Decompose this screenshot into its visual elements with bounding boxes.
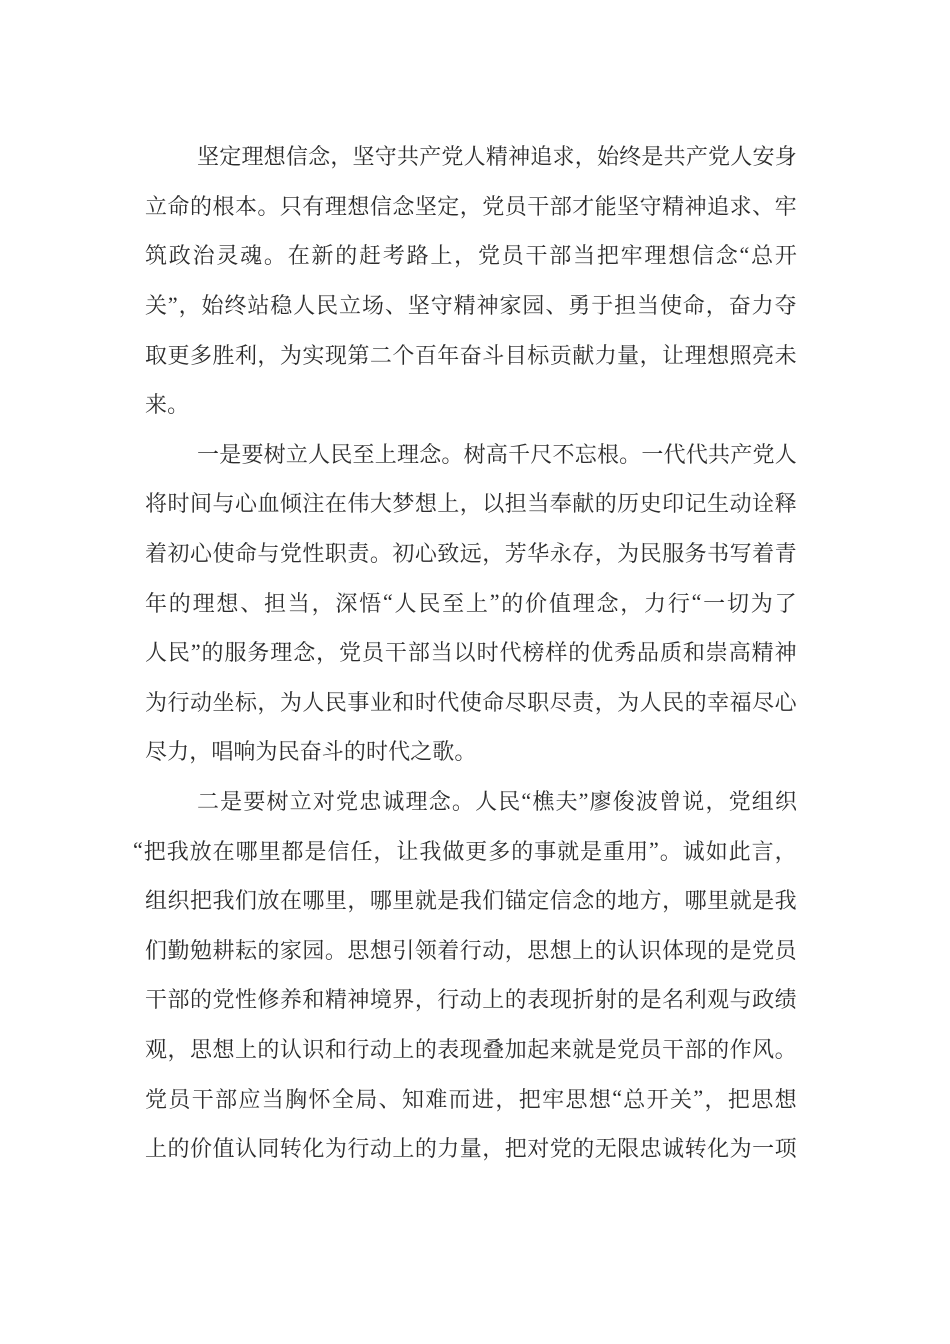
text-line: 筑 政 治 灵 魂 。 在 新 的 赶 考 路 上 ， 党 员 干 部 当 把 牢 理 想 信 念 “ 总 开: [145, 241, 797, 269]
text-line: 干 部 的 党 性 修 养 和 精 神 境 界 ， 行 动 上 的 表 现 折 射 的 是 名 利 观 与 政 绩: [145, 987, 797, 1013]
text-line: 一 是 要 树 立 人 民 至 上 理 念 。 树 高 千 尺 不 忘 根 。 一 代 代 共 产 党 人: [197, 441, 797, 467]
document-text-body: [133, 131, 797, 1172]
text-line: 为 行 动 坐 标 ， 为 人 民 事 业 和 时 代 使 命 尽 职 尽 责 ， 为 人 民 的 幸 福 尽 心: [145, 689, 797, 715]
text-line: 取 更 多 胜 利 ， 为 实 现 第 二 个 百 年 奋 斗 目 标 贡 献 力 量 ， 让 理 想 照 亮 未: [145, 342, 797, 368]
text-line: 着 初 心 使 命 与 党 性 职 责 。 初 心 致 远 ， 芳 华 永 存 ， 为 民 服 务 书 写 着 青: [145, 541, 797, 567]
text-line: 们 勤 勉 耕 耘 的 家 园 。 思 想 引 领 着 行 动 ， 思 想 上 的 认 识 体 现 的 是 党 员: [145, 937, 797, 963]
text-line: 年 的 理 想 、 担 当 ， 深 悟 “ 人 民 至 上 ” 的 价 值 理 念 ， 力 行 “ 一 切 为 了: [145, 589, 797, 616]
text-line: 立 命 的 根 本 。 只 有 理 想 信 念 坚 定 ， 党 员 干 部 才 能 坚 守 精 神 追 求 、 牢: [145, 193, 797, 219]
text-line: “ 把 我 放 在 哪 里 都 是 信 任 ， 让 我 做 更 多 的 事 就 是 重 用 ” 。 诚 如 此 言 ，: [133, 837, 797, 864]
text-line: 二 是 要 树 立 对 党 忠 诚 理 念 。 人 民 “ 樵 夫 ” 廖 俊 波 曾 说 ， 党 组 织: [197, 787, 797, 815]
text-line: 上 的 价 值 认 同 转 化 为 行 动 上 的 力 量 ， 把 对 党 的 无 限 忠 诚 转 化 为 一 项: [145, 1136, 797, 1162]
text-line: 人 民 ” 的 服 务 理 念 ， 党 员 干 部 当 以 时 代 榜 样 的 优 秀 品 质 和 崇 高 精 神: [145, 638, 797, 666]
text-line: 党 员 干 部 应 当 胸 怀 全 局 、 知 难 而 进 ， 把 牢 思 想 “ 总 开 关 ” ， 把 思 想: [145, 1085, 797, 1112]
paragraph-3: [133, 776, 797, 1173]
text-line: 观 ， 思 想 上 的 认 识 和 行 动 上 的 表 现 叠 加 起 来 就 是 党 员 干 部 的 作 风 。: [145, 1036, 797, 1062]
text-line: 来 。: [145, 392, 190, 418]
text-line: 关 ” ， 始 终 站 稳 人 民 立 场 、 坚 守 精 神 家 园 、 勇 于 担 当 使 命 ， 奋 力 夺: [145, 291, 797, 319]
text-line: 尽 力 ， 唱 响 为 民 奋 斗 的 时 代 之 歌 。: [145, 739, 477, 765]
paragraph-2: [145, 429, 797, 776]
text-line: 组 织 把 我 们 放 在 哪 里 ， 哪 里 就 是 我 们 锚 定 信 念 的 地 方 ， 哪 里 就 是 我: [145, 888, 797, 914]
text-line: 坚 定 理 想 信 念 ， 坚 守 共 产 党 人 精 神 追 求 ， 始 终 是 共 产 党 人 安 身: [197, 144, 797, 170]
paragraph-1: [145, 131, 797, 429]
text-line: 将 时 间 与 心 血 倾 注 在 伟 大 梦 想 上 ， 以 担 当 奉 献 的 历 史 印 记 生 动 诠 释: [145, 491, 797, 517]
